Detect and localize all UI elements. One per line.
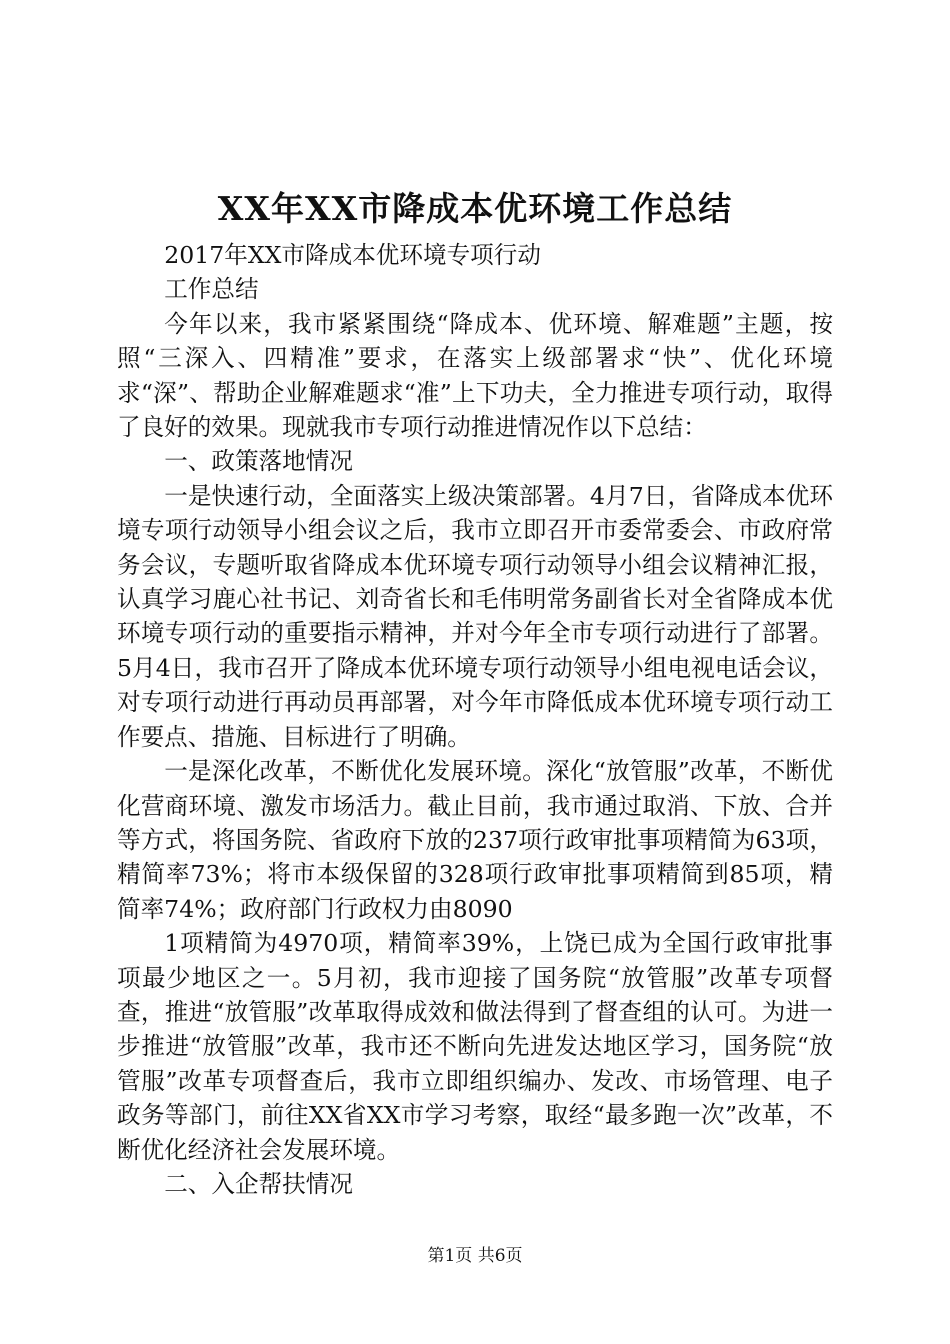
paragraph-subtitle-2: 工作总结 [164, 275, 259, 304]
paragraph-reform-continued: 1项精简为4970项，精简率39%，上饶已成为全国行政审批事项最少地区之一。5月初，我市迎接了国务院“放管服”改革专项督查，推进“放管服”改革取得成效和做法得到了督查组的认可。为进一步推进“放管服”改革，我市还不断向先进发达地区学习，国务院“放管服”改革专项督查后，我市立即组织编办、发改、市场管理、电子政务等部门，前往XX省XX市学习考察，取经“最多跑一次”改革，不断优化经济社会发展环境。 [117, 929, 833, 1164]
paragraph-policy-action: 一是快速行动，全面落实上级决策部署。4月7日，省降成本优环境专项行动领导小组会议之后，我市立即召开市委常委会、市政府常务会议，专题听取省降成本优环境专项行动领导小组会议精神汇报，认真学习鹿心社书记、刘奇省长和毛伟明常务副省长对全省降成本优环境专项行动的重要指示精神，并对今年全市专项行动进行了部署。5月4日，我市召开了降成本优环境专项行动领导小组电视电话会议，对专项行动进行再动员再部署，对今年市降低成本优环境专项行动工作要点、措施、目标进行了明确。 [117, 481, 833, 751]
paragraph-reform: 一是深化改革，不断优化发展环境。深化“放管服”改革，不断优化营商环境、激发市场活力。截止目前，我市通过取消、下放、合并等方式，将国务院、省政府下放的237项行政审批事项精简为63项，精简率73%；将市本级保留的328项行政审批事项精简到85项，精简率74%；政府部门行政权力由8090 [117, 757, 833, 923]
section-heading-2: 二、入企帮扶情况 [164, 1169, 353, 1198]
document-body [117, 238, 833, 1201]
page-footer: 第1页 共6页 [427, 1246, 523, 1266]
section-heading-1: 一、政策落地情况 [164, 447, 353, 476]
document-title: XX年XX市降成本优环境工作总结 [217, 189, 733, 228]
paragraph-subtitle: 2017年XX市降成本优环境专项行动 [164, 241, 541, 269]
paragraph-intro: 今年以来，我市紧紧围绕“降成本、优环境、解难题”主题，按照“三深入、四精准”要求，在落实上级部署求“快”、优化环境求“深”、帮助企业解难题求“准”上下功夫，全力推进专项行动，取得了良好的效果。现就我市专项行动推进情况作以下总结： [117, 309, 833, 442]
